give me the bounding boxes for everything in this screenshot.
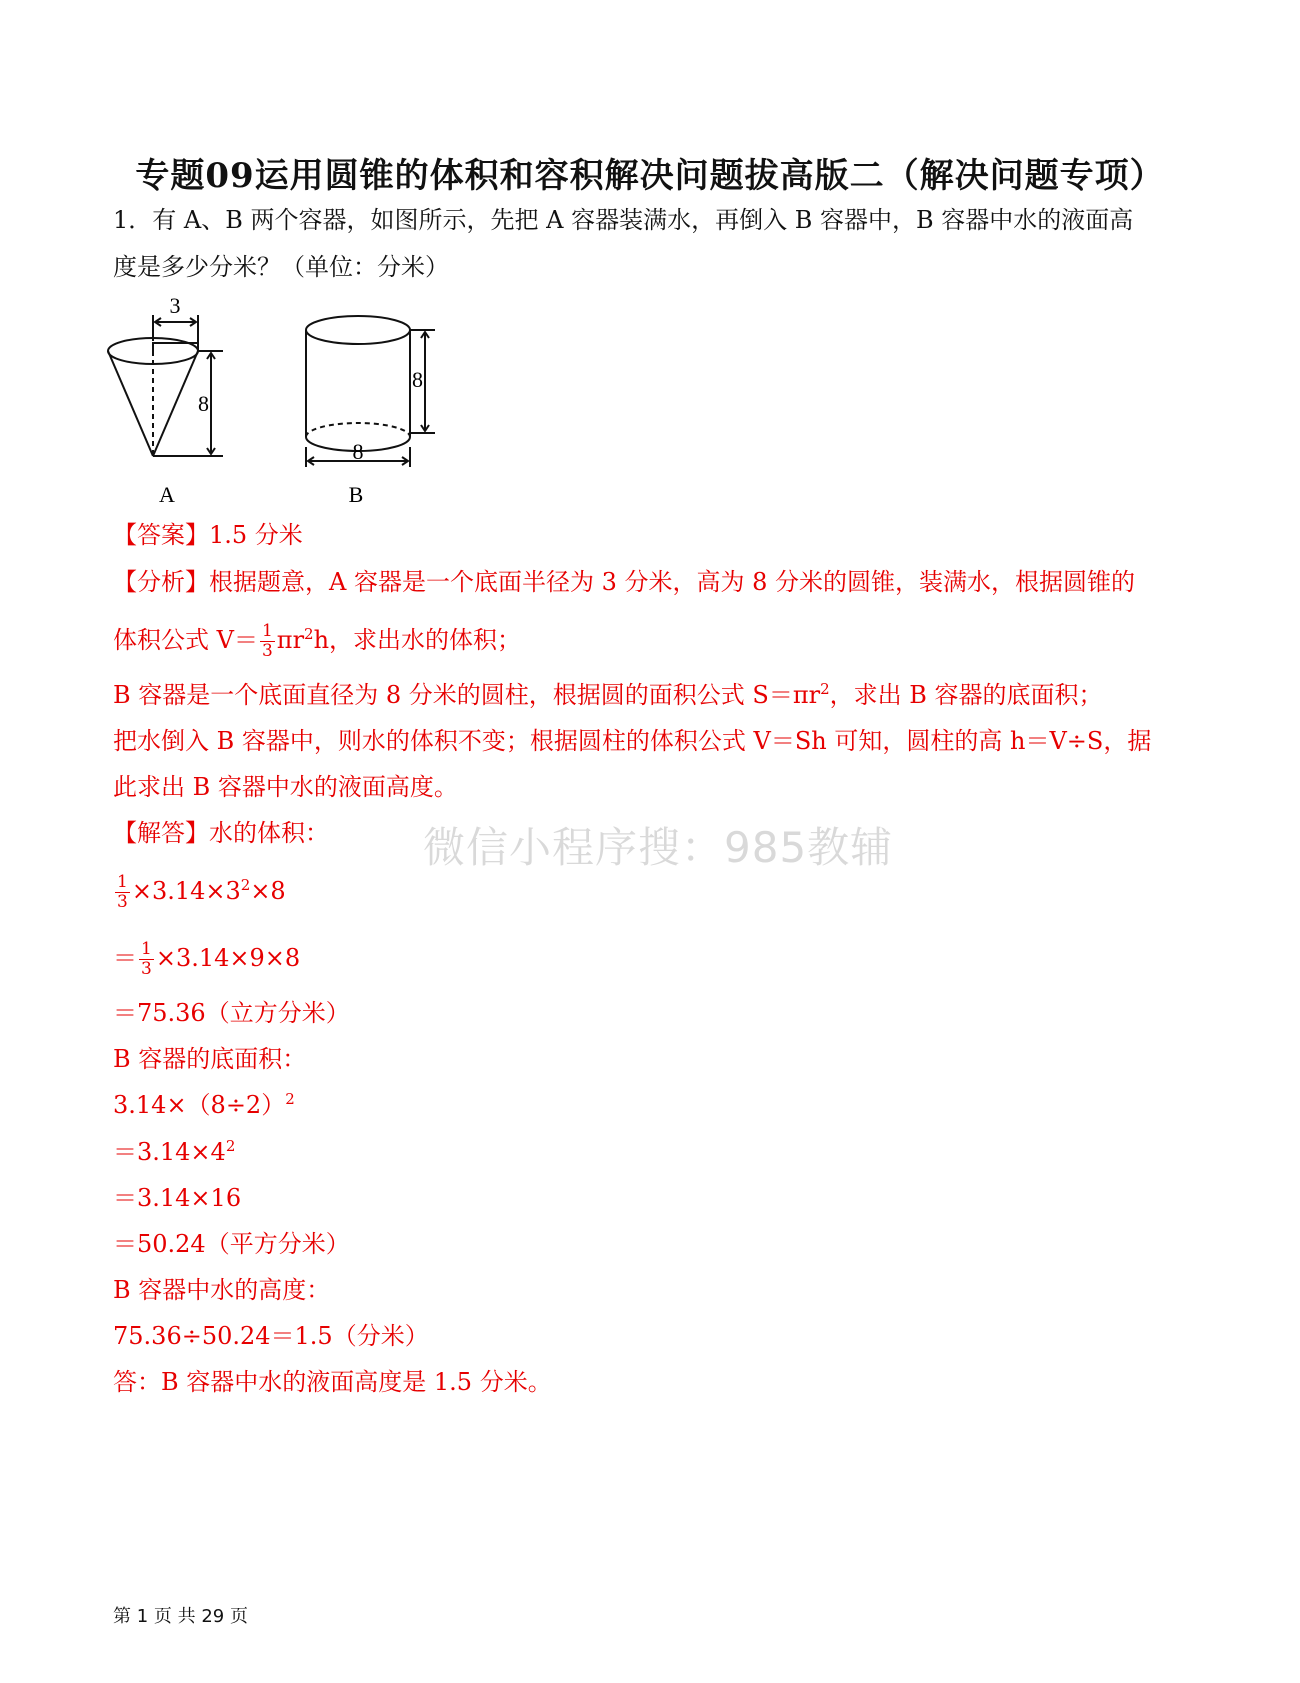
solution-step-3: ＝75.36（立方分米）	[113, 999, 350, 1027]
solution-step-9: B 容器中水的高度：	[113, 1276, 331, 1304]
analysis-line-2-pre: 体积公式 V＝	[113, 626, 258, 654]
page-footer: 第 1 页 共 29 页	[113, 1606, 248, 1627]
solution-step-5	[113, 1090, 295, 1120]
exponent: 2	[304, 625, 314, 643]
solution-step-8: ＝50.24（平方分米）	[113, 1230, 350, 1258]
solution-step-7: ＝3.14×16	[113, 1184, 242, 1212]
exponent: 2	[820, 680, 830, 698]
exponent: 2	[225, 1137, 236, 1155]
analysis-line-2	[113, 622, 521, 661]
analysis-line-2-mid: πr	[276, 626, 305, 654]
step-5-pre: 3.14×（8÷2）	[113, 1091, 286, 1119]
analysis-line-1: 【分析】根据题意，A 容器是一个底面半径为 3 分米，高为 8 分米的圆锥，装满水，根据圆锥的	[113, 568, 1136, 596]
exponent: 2	[240, 876, 251, 894]
step-1-a: ×3.14×3	[131, 877, 241, 905]
analysis-line-4: 把水倒入 B 容器中，则水的体积不变；根据圆柱的体积公式 V＝Sh 可知，圆柱的高 h＝V÷S，据	[113, 727, 1152, 755]
solution-step-10: 75.36÷50.24＝1.5（分米）	[113, 1322, 429, 1350]
step-2-pre: ＝	[113, 944, 137, 972]
solution-step-6	[113, 1137, 235, 1167]
cone-radius-label: 3	[169, 293, 181, 318]
analysis-line-3-pre: B 容器是一个底面直径为 8 分米的圆柱，根据圆的面积公式 S＝πr	[113, 681, 821, 709]
solution-final-answer: 答：B 容器中水的液面高度是 1.5 分米。	[113, 1368, 552, 1396]
cone-a	[108, 315, 223, 456]
cylinder-height-label: 8	[412, 367, 423, 392]
cone-left-edge	[108, 351, 153, 456]
cone-height-label: 8	[198, 391, 209, 416]
cone-right-edge	[153, 351, 198, 456]
question-line-1: 1．有 A、B 两个容器，如图所示，先把 A 容器装满水，再倒入 B 容器中，B 容器中水的液面高	[113, 206, 1134, 234]
analysis-line-3-post: ，求出 B 容器的底面积；	[829, 681, 1103, 709]
analysis-line-3	[113, 680, 1103, 710]
solution-step-1	[113, 873, 286, 912]
answer-line: 【答案】1.5 分米	[113, 521, 303, 549]
step-2-post: ×3.14×9×8	[155, 944, 301, 972]
page-title: 专题09运用圆锥的体积和容积解决问题拔高版二（解决问题专项）	[135, 156, 1165, 196]
watermark: 微信小程序搜：985教辅	[423, 823, 894, 872]
step-6-pre: ＝3.14×4	[113, 1138, 226, 1166]
cylinder-diameter-label: 8	[352, 439, 364, 464]
solution-step-2	[113, 940, 300, 979]
step-1-b: ×8	[250, 877, 286, 905]
containers-figure	[105, 293, 465, 515]
cone-name-label: A	[159, 482, 175, 507]
fraction-one-third: $\frac{1}{3}$	[261, 621, 273, 661]
analysis-line-5: 此求出 B 容器中水的液面高度。	[113, 773, 458, 801]
question-line-2: 度是多少分米？（单位：分米）	[113, 253, 449, 281]
fraction-one-third: $\frac{1}{3}$	[117, 872, 128, 912]
solution-label: 【解答】水的体积：	[113, 819, 329, 847]
solution-step-4: B 容器的底面积：	[113, 1045, 307, 1073]
analysis-line-2-post: h，求出水的体积；	[313, 626, 522, 654]
exponent: 2	[285, 1090, 295, 1108]
fraction-one-third: $\frac{1}{3}$	[141, 939, 152, 979]
cylinder-top-ellipse	[306, 316, 410, 344]
cylinder-bottom-back	[306, 423, 410, 437]
cylinder-name-label: B	[348, 482, 364, 507]
